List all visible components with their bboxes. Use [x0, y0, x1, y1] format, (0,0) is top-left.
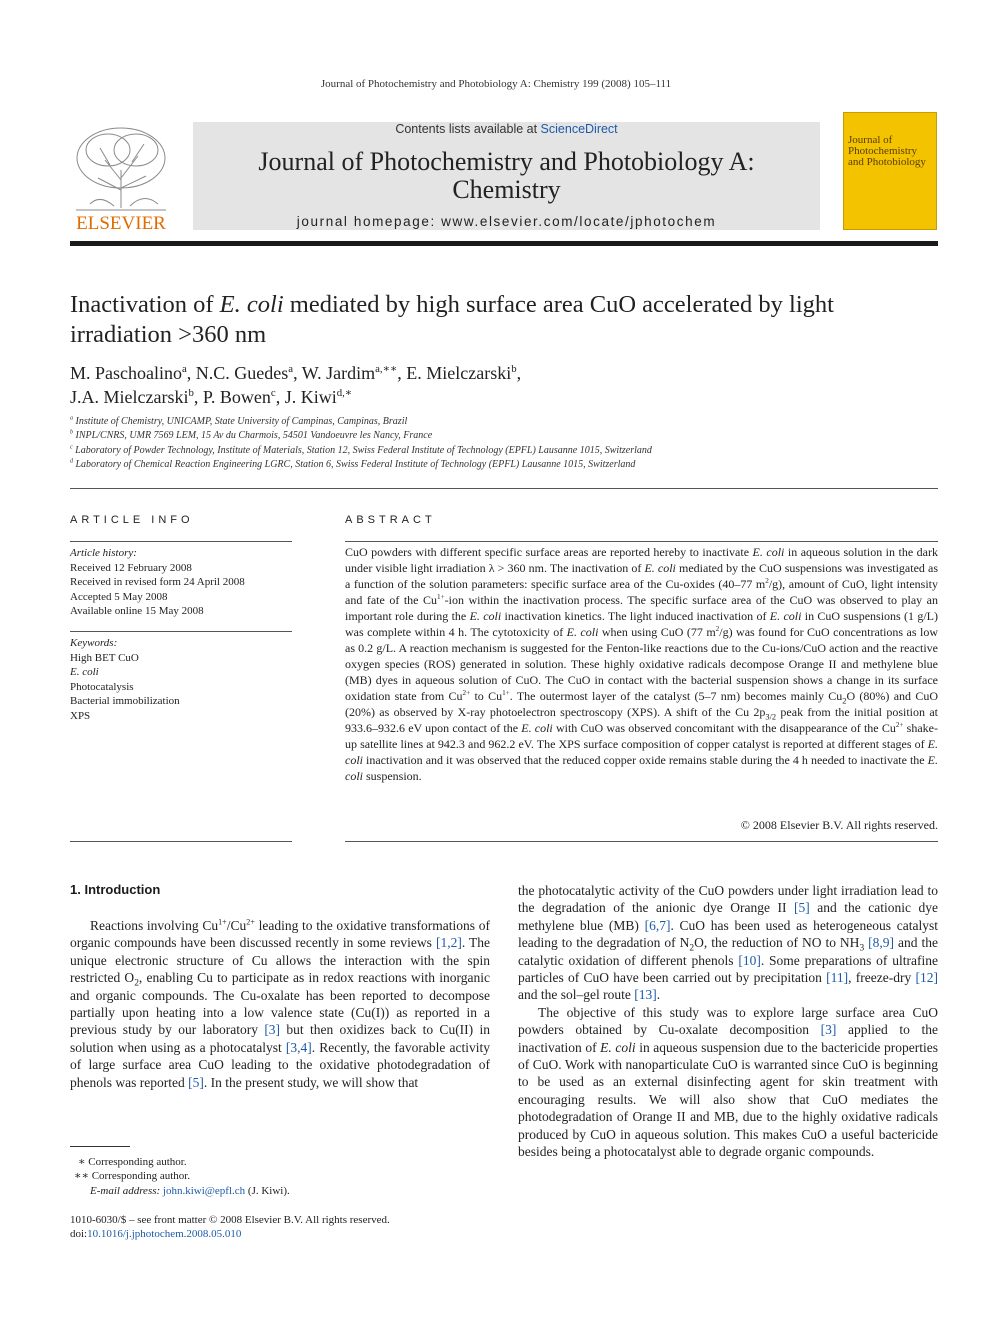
header-rule [70, 241, 938, 246]
contents-line [193, 122, 820, 136]
article-title: Inactivation of E. coli mediated by high surface area CuO accelerated by light irradiation >360 nm [70, 291, 834, 348]
journal-title [193, 148, 820, 204]
divider [345, 841, 938, 842]
reference-link[interactable]: [1,2] [435, 935, 462, 951]
divider [70, 631, 292, 632]
divider [345, 541, 938, 542]
body-column-right: the photocatalytic activity of the CuO powders under light irradiation lead to the degradation of the anionic dye Orange II [5] and the cationic dye methylene blue (MB) [6,7]. CuO has been used as heterogeneous catalyst leading to the degradation of $N_2O$, the reduction of NO to $NH_3$ [8,9] and the catalytic oxidation of different phenols [10]. Some preparations of ultrafine particles of CuO have been carried out by precipitation [11], freeze-dry [12] and the sol–gel route [13]. The objective of this study was to explore large surface area CuO powders obtained by Cu-oxalate decomposition [3] applied to the inactivation of E. coli in aqueous suspension due to the bactericide properties of CuO. Work with nanoparticulate CuO is warranted since CuO is beginning to be used as an external disinfecting agent for skin treatment with encouraging results. We will also show that CuO mediates the photodegradation of Orange II and MB, due to the highly oxidative radicals produced by CuO in aqueous solution. This makes CuO a useful bactericide besides being a photocatalyst able to degrade organic compounds. [518, 883, 939, 1160]
journal-homepage[interactable]: journal homepage: www.elsevier.com/locate/jphotochem [296, 214, 717, 229]
publisher-name: ELSEVIER [76, 213, 166, 232]
front-matter: 1010-6030/$ – see front matter © 2008 Elsevier B.V. All rights reserved. doi:10.1016/j.jphotochem.2008.05.010 [70, 1214, 390, 1241]
author[interactable]: M. Paschoalino [70, 363, 182, 383]
keywords: Keywords: High BET CuO E. coli Photocatalysis Bacterial immobilization XPS [70, 636, 292, 723]
reference-link[interactable]: [3] [264, 1022, 281, 1038]
author[interactable]: W. Jardim [301, 363, 376, 383]
journal-title-line2: Chemistry [452, 175, 561, 204]
divider [70, 841, 292, 842]
history-item: Received in revised form 24 April 2008 [70, 576, 245, 588]
keyword: XPS [70, 709, 91, 722]
journal-banner [193, 122, 820, 230]
reference-link[interactable]: [12] [915, 970, 939, 986]
author[interactable]: P. Bowen [202, 387, 271, 407]
affiliation: $^c$ Laboratory of Powder Technology, Institute of Materials, Station 12, Swiss Federal Institute of Technology (EPFL) Lausanne 1015, Switzerland [70, 444, 652, 456]
reference-link[interactable]: [13] [634, 987, 657, 1003]
divider [70, 541, 292, 542]
reference-link[interactable]: [6,7] [644, 917, 671, 933]
footnote-rule [70, 1146, 130, 1147]
keyword: Photocatalysis [70, 680, 134, 693]
author-list: M. Paschoalino$^a$, N.C. Guedes$^a$, W. Jardim$^{a,∗∗}$, E. Mielczarski$^b$, J.A. Mielczarski$^b$, P. Bowen$^c$, J. Kiwi$^{d,∗}$ [70, 363, 522, 407]
reference-link[interactable]: [3] [820, 1022, 837, 1038]
keyword: Bacterial immobilization [70, 695, 180, 707]
reference-link[interactable]: [5] [188, 1074, 204, 1090]
email-link[interactable]: john.kiwi@epfl.ch [162, 1185, 246, 1197]
footnote-corresponding: ∗ Corresponding author. [78, 1156, 187, 1168]
reference-link[interactable]: [11] [826, 970, 849, 986]
article-history: Article history: Received 12 February 2008 Received in revised form 24 April 2008 Accepted 5 May 2008 Available online 15 May 2008 [70, 546, 292, 619]
affiliation: $^a$ Institute of Chemistry, UNICAMP, State University of Campinas, Campinas, Brazil [70, 415, 408, 427]
journal-citation: Journal of Photochemistry and Photobiology A: Chemistry 199 (2008) 105–111 [320, 78, 672, 90]
abstract-text: CuO powders with different specific surface areas are reported hereby to inactivate E. coli in aqueous solution in the dark under visible light irradiation λ > 360 nm. The inactivation of E. coli mediated by the CuO suspensions was investigated as a function of the solution parameters: specific surface area of the Cu-oxides (40–77 $m^2/g$), amount of CuO, light intensity and fate of the $Cu^{1+}$-ion within the inactivation process. The specific surface area of the CuO was observed to play an important role during the E. coli inactivation kinetics. The light induced inactivation of E. coli in CuO suspensions (1 g/L) was complete within 4 h. The cytotoxicity of E. coli when using CuO (77 $m^2/g$) was found for CuO concentrations as low as 0.2 g/L. A reaction mechanism is suggested for the Fenton-like reactions due to the Cu-ions/CuO action and the reactive oxygen species (ROS) generated in solution. These highly oxidative radicals decompose Orange II and methylene blue (MB) dyes in aqueous solution of CuO. The CuO in contact with the bacterial suspension shows a change in its surface oxidation state from $Cu^{2+}$ to $Cu^{1+}$. The outermost layer of the catalyst (5–7 nm) becomes mainly $Cu_2O$ (80%) and CuO (20%) as observed by X-ray photoelectron spectroscopy (XPS). A shift of the Cu $2p_{3/2}$ peak from the initial position at 933.6–932.6 eV upon contact of the E. coli with CuO was observed concomitant with the disappearance of the $Cu^{2+}$ shake-up satellite lines at 942.3 and 962.2 eV. The XPS surface composition of copper catalyst is reported at different stages of E. coli inactivation and it was observed that the reduced copper oxide remains stable during the 4 h needed to inactivate the E. coli suspension. [345, 545, 939, 783]
copyright-notice: © 2008 Elsevier B.V. All rights reserved. [740, 818, 938, 832]
journal-title-line1: Journal of Photochemistry and Photobiology A: [258, 147, 755, 176]
affiliation: $^d$ Laboratory of Chemical Reaction Engineering LGRC, Station 6, Swiss Federal Institute of Technology (EPFL) Lausanne 1015, Switzerland [70, 458, 636, 470]
elsevier-tree-icon [70, 120, 172, 232]
reference-link[interactable]: [10] [738, 952, 761, 968]
divider [70, 488, 938, 489]
author[interactable]: N.C. Guedes [195, 363, 289, 383]
section-heading: 1. Introduction [70, 882, 161, 897]
elsevier-logo[interactable] [70, 120, 172, 232]
author[interactable]: J.A. Mielczarski [70, 387, 189, 407]
body-column-left: Reactions involving $Cu^{1+}/Cu^{2+}$ leading to the oxidative transformations of organic compounds have been discussed recently in some reviews [1,2]. The unique electronic structure of Cu allows the interaction with the spin restricted $O_2$, enabling Cu to participate as in redox reactions with inorganic and organic compounds. The Cu-oxalate has been reported to decompose partially upon heating into a low valence state (Cu(I)) as reported in a previous study by our laboratory [3] but then oxidizes back to Cu(II) in solution when using as a photocatalyst [3,4]. Recently, the favorable activity of large surface area CuO leading to the oxidative photodegradation of phenols was reported [5]. In the present study, we will show that [70, 917, 490, 1090]
article-info-heading: ARTICLE INFO [70, 514, 194, 526]
reference-link[interactable]: [8,9] [868, 935, 895, 951]
footnote-corresponding: ∗∗ Corresponding author. [74, 1170, 191, 1182]
history-item: Accepted 5 May 2008 [70, 590, 168, 603]
author[interactable]: J. Kiwi [284, 387, 337, 407]
abstract-heading: ABSTRACT [345, 514, 436, 526]
affiliation: $^b$ INPL/CNRS, UMR 7569 LEM, 15 Av du Charmois, 54501 Vandoeuvre les Nancy, France [70, 429, 433, 441]
sciencedirect-link[interactable]: ScienceDirect [540, 122, 618, 136]
doi-link[interactable]: 10.1016/j.jphotochem.2008.05.010 [87, 1228, 242, 1241]
reference-link[interactable]: [5] [793, 900, 810, 916]
footnote-email: E-mail address: john.kiwi@epfl.ch (J. Kiwi). [90, 1185, 290, 1197]
history-item: Available online 15 May 2008 [70, 605, 204, 617]
contents-prefix: Contents lists available at [395, 122, 541, 136]
journal-cover-thumbnail[interactable] [843, 112, 937, 230]
reference-link[interactable]: [3,4] [285, 1039, 312, 1055]
keyword: High BET CuO [70, 651, 139, 664]
author[interactable]: E. Mielczarski [406, 363, 512, 383]
history-item: Received 12 February 2008 [70, 561, 192, 574]
cover-title: Journal of Photochemistry and Photobiology [848, 134, 926, 168]
keyword: E. coli [70, 666, 99, 678]
